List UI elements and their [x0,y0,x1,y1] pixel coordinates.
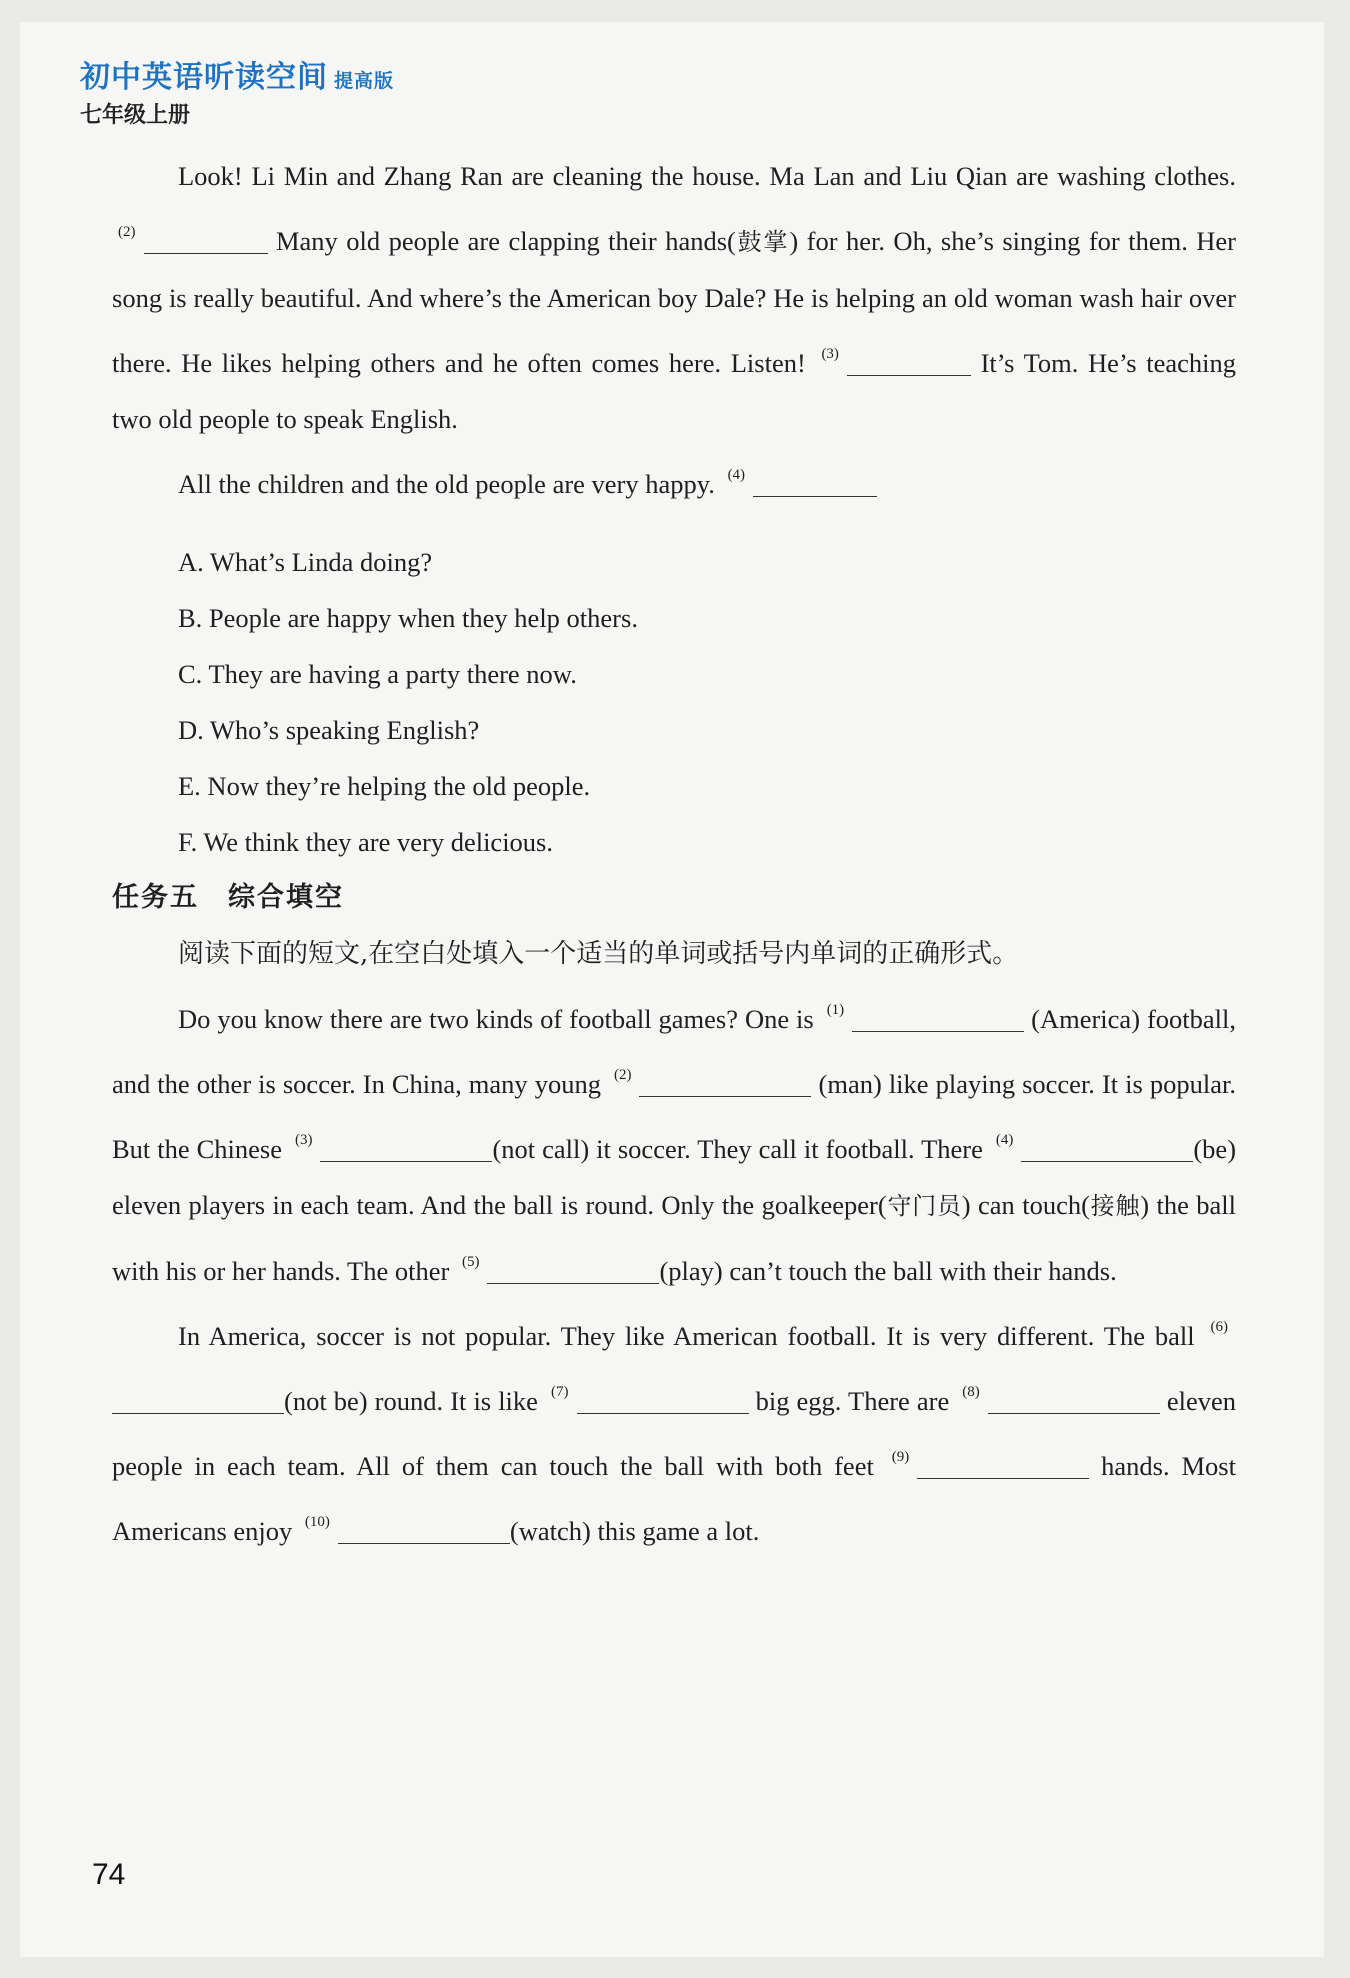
passage-text: Do you know there are two kinds of football games? One is [178,1004,814,1034]
blank-number: (4) [727,467,746,483]
passage-text: ) can touch( [961,1190,1090,1220]
option-d: D. Who’s speaking English? [178,715,480,745]
book-title [80,52,394,96]
fill-blank-3[interactable] [320,1131,492,1162]
blank-number: (5) [461,1254,480,1270]
task5-instruction: 阅读下面的短文,在空白处填入一个适当的单词或括号内单词的正确形式。 [178,939,1019,969]
blank-number: (1) [826,1002,845,1018]
passage-text: All the children and the old people are very happy. [178,469,715,499]
passage-text: Look! Li Min and Zhang Ran are cleaning the house. Ma Lan and Liu Qian are washing clothes. [178,161,1236,191]
blank-number: (4) [995,1132,1014,1148]
fill-blank-7[interactable] [577,1383,749,1414]
blank-number: (2) [118,224,136,240]
book-title-text: 初中英语听读空间 [80,60,328,95]
blank-number: (3) [821,346,839,362]
passage-text: ) for her. Oh, she’s singing for them. Her song is really beautiful. And where’s the American boy Dale? He is helping an old woman wash hair over there. He likes helping others and he often comes here. Listen! [112,226,1237,378]
option-c: C. They are having a party there now. [178,659,577,689]
answer-blank-3[interactable] [847,345,971,376]
fill-blank-10[interactable] [338,1513,510,1544]
passage-text: (watch) this game a lot. [509,1516,760,1546]
fill-blank-6[interactable] [112,1383,284,1414]
passage-text: It’s Tom. He’s teaching two old people to speak English. [112,348,1237,434]
answer-blank-4[interactable] [753,466,877,497]
blank-number: (7) [551,1384,569,1400]
task5-paragraph-1 [112,982,1236,1299]
passage-text: (America) football, and the other is soccer. In China, many young [112,1004,1237,1099]
passage-text: (be) eleven players in each team. And the ball is round. Only the goalkeeper( [112,1134,1237,1220]
fill-blank-4[interactable] [1021,1131,1193,1162]
fill-blank-2[interactable] [639,1066,811,1097]
option-f: F. We think they are very delicious. [178,827,553,857]
chinese-gloss: 接触 [1089,1192,1141,1220]
passage-text: (not call) it soccer. They call it football. There [492,1134,983,1164]
blank-number: (8) [962,1384,980,1400]
passage-text: Many old people are clapping their hands( [275,226,736,256]
blank-number: (3) [294,1132,313,1148]
grade-label: 七年级上册 [80,102,191,128]
chinese-gloss: 鼓掌 [735,228,790,256]
task5-paragraph-2 [112,1299,1236,1559]
passage-paragraph-1 [112,148,1236,447]
fill-blank-9[interactable] [917,1448,1089,1479]
passage-text: hands. Most Americans enjoy [112,1451,1236,1546]
page-content [112,148,1236,1559]
page-number: 74 [92,1858,126,1891]
fill-blank-5[interactable] [487,1253,659,1284]
passage-text: big egg. There are [755,1386,950,1416]
passage-text: In America, soccer is not popular. They like American football. It is very different. The ball [178,1321,1195,1351]
passage-text: (play) can’t touch the ball with their hands. [659,1256,1117,1286]
edition-label: 提高版 [334,70,395,92]
option-e: E. Now they’re helping the old people. [178,771,591,801]
passage-text: (not be) round. It is like [284,1386,538,1416]
blank-number: (10) [304,1514,330,1530]
passage-text: ) the ball with his or her hands. The other [112,1190,1236,1286]
option-a: A. What’s Linda doing? [178,547,433,577]
blank-number: (6) [1210,1319,1229,1335]
task5-heading: 任务五 综合填空 [112,882,344,913]
fill-blank-1[interactable] [852,1001,1024,1032]
passage-paragraph-2 [112,447,1236,512]
chinese-gloss: 守门员 [886,1192,962,1220]
fill-blank-8[interactable] [988,1383,1160,1414]
passage-text: eleven people in each team. All of them can touch the ball with both feet [112,1386,1237,1481]
blank-number: (9) [891,1449,910,1465]
passage-text: (man) like playing soccer. It is popular. But the Chinese [112,1069,1236,1164]
option-b: B. People are happy when they help others. [178,603,638,633]
answer-blank-2[interactable] [144,223,268,254]
blank-number: (2) [613,1067,632,1083]
option-list [112,534,1236,870]
